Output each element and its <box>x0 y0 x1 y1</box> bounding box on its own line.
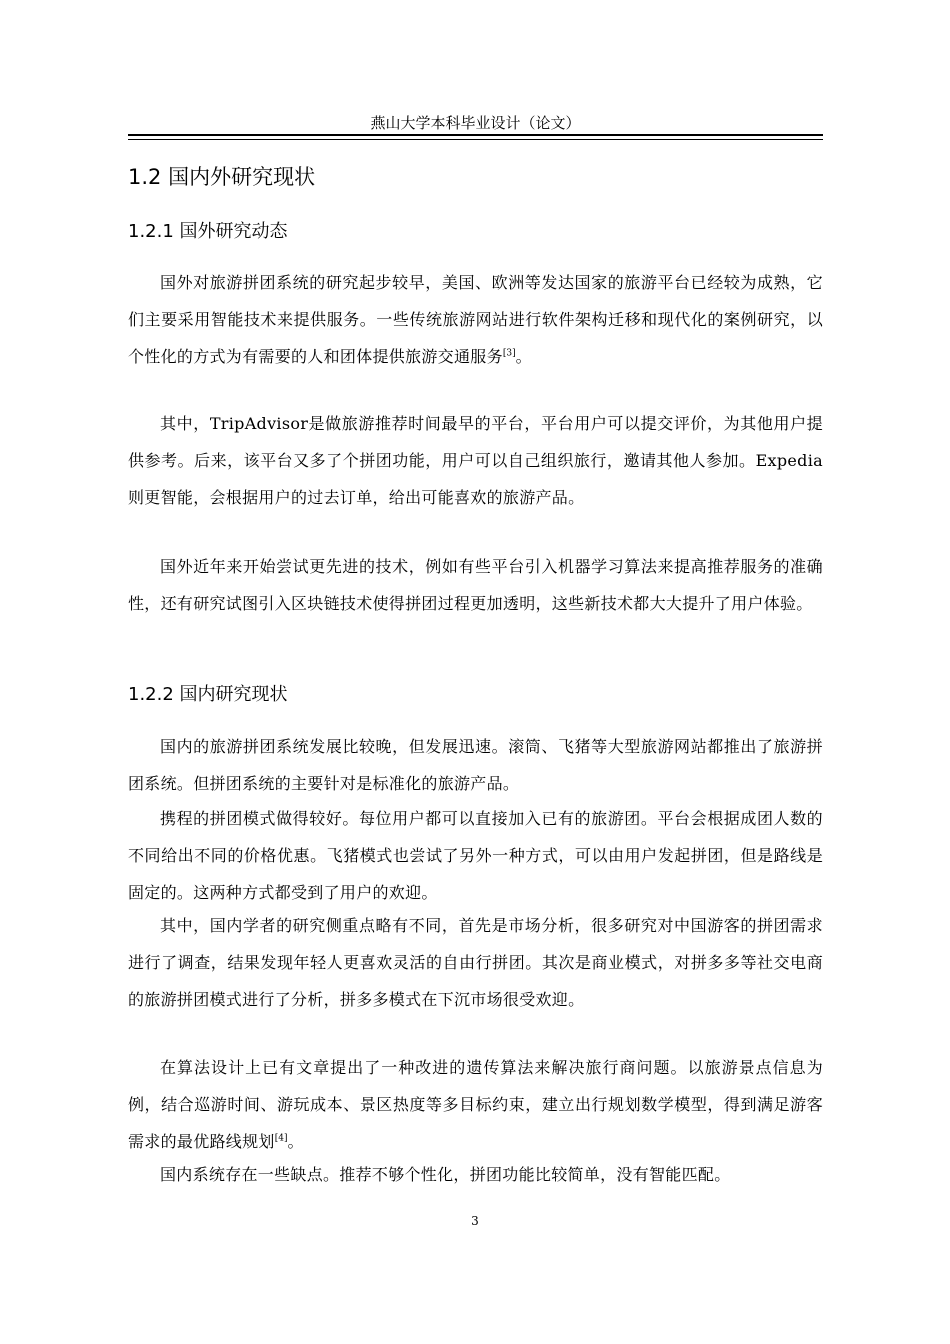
subsection-heading-domestic: 1.2.2 国内研究现状 <box>128 684 288 705</box>
subsection-heading-foreign: 1.2.1 国外研究动态 <box>128 221 288 242</box>
citation-4: [4] <box>274 1133 288 1144</box>
paragraph-text: 在算法设计上已有文章提出了一种改进的遗传算法来解决旅行商问题。以旅游景点信息为例，结合巡游时间、游玩成本、景区热度等多目标约束，建立出行规划数学模型，得到满足游客需求的最优路线规划 <box>128 1058 823 1151</box>
header-rule-thin <box>128 139 823 140</box>
header-rule-thick <box>128 134 823 136</box>
paragraph-foreign-2: 其中，TripAdvisor是做旅游推荐时间最早的平台，平台用户可以提交评价，为其他用户提供参考。后来，该平台又多了个拼团功能，用户可以自己组织旅行，邀请其他人参加。Expedia则更智能，会根据用户的过去订单，给出可能喜欢的旅游产品。 <box>128 414 823 507</box>
paragraph-end-punct: 。 <box>515 347 532 366</box>
paragraph-domestic-4 <box>128 1049 823 1160</box>
page-number: 3 <box>471 1214 479 1228</box>
paragraph-text: 国外对旅游拼团系统的研究起步较早，美国、欧洲等发达国家的旅游平台已经较为成熟，它们主要采用智能技术来提供服务。一些传统旅游网站进行软件架构迁移和现代化的案例研究，以个性化的方式为有需要的人和团体提供旅游交通服务 <box>128 273 823 366</box>
paragraph-foreign-1 <box>128 264 823 375</box>
paragraph-domestic-3: 其中，国内学者的研究侧重点略有不同，首先是市场分析，很多研究对中国游客的拼团需求进行了调查，结果发现年轻人更喜欢灵活的自由行拼团。其次是商业模式，对拼多多等社交电商的旅游拼团模式进行了分析，拼多多模式在下沉市场很受欢迎。 <box>128 916 823 1009</box>
section-heading: 1.2 国内外研究现状 <box>128 165 316 189</box>
paragraph-foreign-3: 国外近年来开始尝试更先进的技术，例如有些平台引入机器学习算法来提高推荐服务的准确性，还有研究试图引入区块链技术使得拼团过程更加透明，这些新技术都大大提升了用户体验。 <box>128 557 823 613</box>
paragraph-end-punct: 。 <box>287 1132 304 1151</box>
citation-3: [3] <box>502 348 516 359</box>
running-header: 燕山大学本科毕业设计（论文） <box>370 114 581 132</box>
paragraph-domestic-1: 国内的旅游拼团系统发展比较晚，但发展迅速。滚筒、飞猪等大型旅游网站都推出了旅游拼团系统。但拼团系统的主要针对是标准化的旅游产品。 <box>128 737 823 793</box>
paragraph-domestic-2: 携程的拼团模式做得较好。每位用户都可以直接加入已有的旅游团。平台会根据成团人数的不同给出不同的价格优惠。飞猪模式也尝试了另外一种方式，可以由用户发起拼团，但是路线是固定的。这两种方式都受到了用户的欢迎。 <box>128 809 823 902</box>
paragraph-domestic-5: 国内系统存在一些缺点。推荐不够个性化，拼团功能比较简单，没有智能匹配。 <box>160 1165 731 1184</box>
